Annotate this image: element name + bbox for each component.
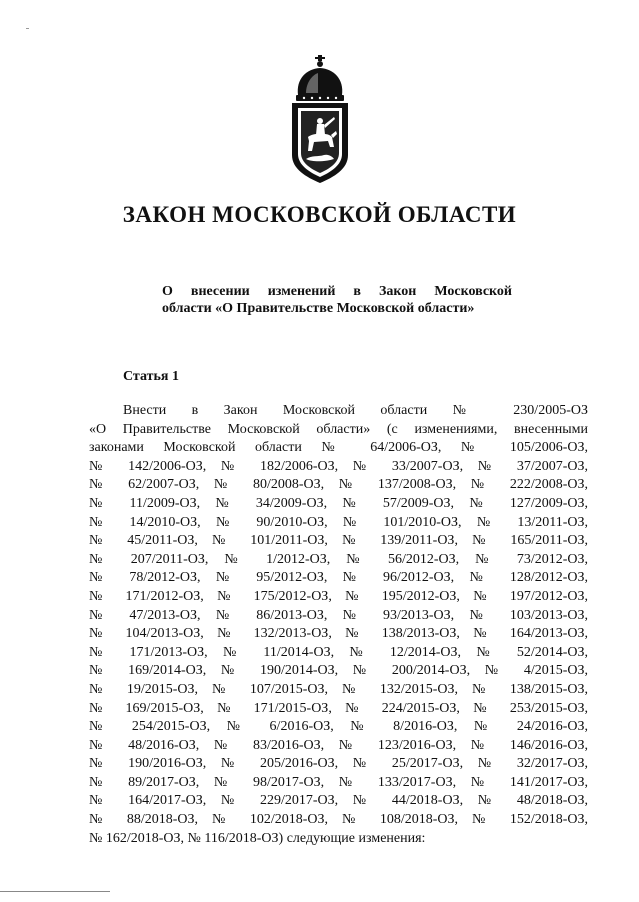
subtitle-line-2: области «О Правительстве Московской области» bbox=[162, 301, 475, 316]
body-line: № 89/2017-ОЗ, № 98/2017-ОЗ, № 133/2017-ОЗ, № 141/2017-ОЗ, bbox=[89, 774, 588, 790]
article-body bbox=[89, 402, 588, 848]
body-line: № 14/2010-ОЗ, № 90/2010-ОЗ, № 101/2010-ОЗ, № 13/2011-ОЗ, bbox=[89, 514, 588, 530]
body-line: № 11/2009-ОЗ, № 34/2009-ОЗ, № 57/2009-ОЗ, № 127/2009-ОЗ, bbox=[89, 495, 588, 511]
body-line: Внести в Закон Московской области № 230/2005-ОЗ bbox=[123, 403, 588, 418]
moscow-oblast-coat-of-arms-icon bbox=[284, 55, 356, 185]
body-line: «О Правительстве Московской области» (с изменениями, внесенными bbox=[89, 421, 588, 437]
footnote-divider bbox=[0, 891, 110, 892]
body-line: № 190/2016-ОЗ, № 205/2016-ОЗ, № 25/2017-ОЗ, № 32/2017-ОЗ, bbox=[89, 756, 588, 772]
scan-speck bbox=[26, 28, 29, 29]
article-heading: Статья 1 bbox=[123, 369, 179, 384]
body-line: № 48/2016-ОЗ, № 83/2016-ОЗ, № 123/2016-ОЗ, № 146/2016-ОЗ, bbox=[89, 737, 588, 753]
body-line: № 88/2018-ОЗ, № 102/2018-ОЗ, № 108/2018-ОЗ, № 152/2018-ОЗ, bbox=[89, 812, 588, 828]
body-line: № 171/2013-ОЗ, № 11/2014-ОЗ, № 12/2014-ОЗ, № 52/2014-ОЗ, bbox=[89, 644, 588, 660]
body-line: № 207/2011-ОЗ, № 1/2012-ОЗ, № 56/2012-ОЗ, № 73/2012-ОЗ, bbox=[89, 551, 588, 567]
body-line: № 171/2012-ОЗ, № 175/2012-ОЗ, № 195/2012-ОЗ, № 197/2012-ОЗ, bbox=[89, 588, 588, 604]
body-line: № 254/2015-ОЗ, № 6/2016-ОЗ, № 8/2016-ОЗ, № 24/2016-ОЗ, bbox=[89, 719, 588, 735]
body-line: № 62/2007-ОЗ, № 80/2008-ОЗ, № 137/2008-ОЗ, № 222/2008-ОЗ, bbox=[89, 477, 588, 493]
body-line: № 142/2006-ОЗ, № 182/2006-ОЗ, № 33/2007-ОЗ, № 37/2007-ОЗ, bbox=[89, 458, 588, 474]
subtitle-line-1: О внесении изменений в Закон Московской bbox=[162, 284, 512, 299]
body-line: № 104/2013-ОЗ, № 132/2013-ОЗ, № 138/2013-ОЗ, № 164/2013-ОЗ, bbox=[89, 626, 588, 642]
body-line: № 169/2015-ОЗ, № 171/2015-ОЗ, № 224/2015-ОЗ, № 253/2015-ОЗ, bbox=[89, 700, 588, 716]
body-line: № 78/2012-ОЗ, № 95/2012-ОЗ, № 96/2012-ОЗ, № 128/2012-ОЗ, bbox=[89, 570, 588, 586]
body-line: № 47/2013-ОЗ, № 86/2013-ОЗ, № 93/2013-ОЗ, № 103/2013-ОЗ, bbox=[89, 607, 588, 623]
document-subtitle bbox=[162, 283, 512, 317]
body-line: № 19/2015-ОЗ, № 107/2015-ОЗ, № 132/2015-ОЗ, № 138/2015-ОЗ, bbox=[89, 681, 588, 697]
body-line: № 45/2011-ОЗ, № 101/2011-ОЗ, № 139/2011-ОЗ, № 165/2011-ОЗ, bbox=[89, 533, 588, 549]
body-line: № 162/2018-ОЗ, № 116/2018-ОЗ) следующие изменения: bbox=[89, 830, 426, 846]
body-line: № 169/2014-ОЗ, № 190/2014-ОЗ, № 200/2014-ОЗ, № 4/2015-ОЗ, bbox=[89, 663, 588, 679]
document-title: ЗАКОН МОСКОВСКОЙ ОБЛАСТИ bbox=[122, 202, 517, 227]
body-line: законами Московской области № 64/2006-ОЗ, № 105/2006-ОЗ, bbox=[89, 440, 588, 456]
body-line: № 164/2017-ОЗ, № 229/2017-ОЗ, № 44/2018-ОЗ, № 48/2018-ОЗ, bbox=[89, 793, 588, 809]
